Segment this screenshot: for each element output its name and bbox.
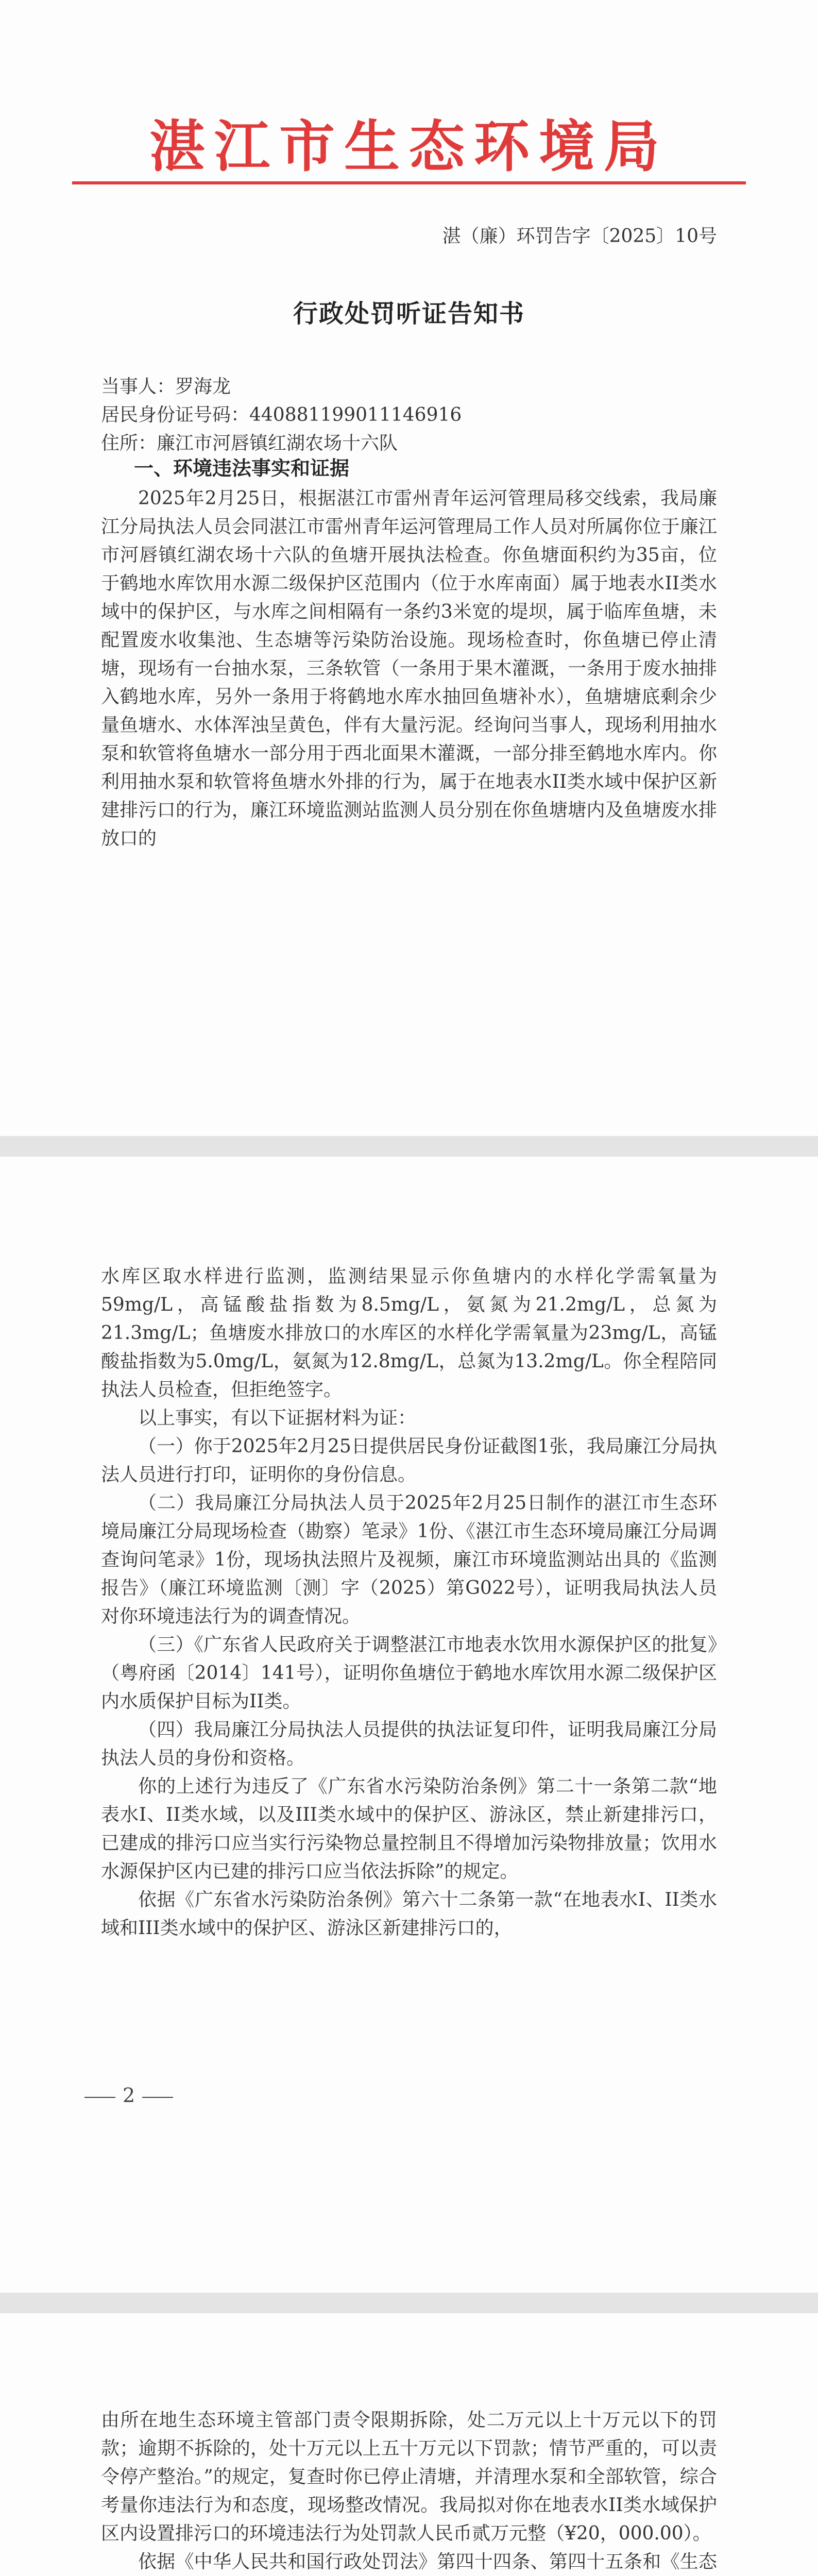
body-paragraph: 水库区取水样进行监测，监测结果显示你鱼塘内的水样化学需氧量为59mg/L，高锰酸盐指数为8.5mg/L，氨氮为21.2mg/L，总氮为21.3mg/L；鱼塘废水排放口的水库区的水样化学需氧量为23mg/L，高锰酸盐指数为5.0mg/L，氨氮为12.8mg/L，总氮为13.2mg/L。你全程陪同执法人员检查，但拒绝签字。 [101, 1266, 717, 1400]
body-paragraph: 你的上述行为违反了《广东省水污染防治条例》第二十一条第二款“地表水I、II类水域，以及III类水域中的保护区、游泳区，禁止新建排污口，已建成的排污口应当实行污染物总量控制且不得增加污染物排放量；饮用水水源保护区内已建的排污口应当依法拆除”的规定。 [101, 1776, 717, 1882]
body-paragraph: （四）我局廉江分局执法人员提供的执法证复印件，证明我局廉江分局执法人员的身份和资格。 [101, 1719, 717, 1769]
agency-banner: 湛江市生态环境局 [149, 114, 669, 179]
document-page-2 [0, 1157, 818, 2313]
red-divider-line [72, 181, 746, 184]
evidence-section [101, 1262, 717, 1942]
party-address: 住所：廉江市河唇镇红湖农场十六队 [101, 433, 398, 454]
section-heading-facts: 一、环境违法事实和证据 [134, 456, 350, 480]
document-page-1 [0, 0, 818, 1157]
body-paragraph: 2025年2月25日，根据湛江市雷州青年运河管理局移交线索，我局廉江分局执法人员会同湛江市雷州青年运河管理局工作人员对所属你位于廉江市河唇镇红湖农场十六队的鱼塘开展执法检查。你鱼塘面积约为35亩，位于鹤地水库饮用水源二级保护区范围内（位于水库南面）属于地表水II类水域中的保护区，与水库之间相隔有一条约3米宽的堤坝，属于临库鱼塘，未配置废水收集池、生态塘等污染防治设施。现场检查时，你鱼塘已停止清塘，现场有一台抽水泵，三条软管（一条用于果木灌溉，一条用于废水抽排入鹤地水库，另外一条用于将鹤地水库水抽回鱼塘补水），鱼塘塘底剩余少量鱼塘水、水体浑浊呈黄色，伴有大量污泥。经询问当事人，现场利用抽水泵和软管将鱼塘水一部分用于西北面果木灌溉，一部分排至鹤地水库内。你利用抽水泵和软管将鱼塘水外排的行为，属于在地表水II类水域中保护区新建排污口的行为，廉江环境监测站监测人员分别在你鱼塘塘内及鱼塘废水排放口的 [101, 488, 717, 849]
body-paragraph: 以上事实，有以下证据材料为证： [138, 1408, 417, 1429]
page-separator [0, 2293, 818, 2313]
facts-paragraph [101, 484, 717, 853]
page-separator [0, 1136, 818, 1157]
document-number: 湛（廉）环罚告字〔2025〕10号 [442, 226, 717, 247]
body-paragraph: 依据《广东省水污染防治条例》第六十二条第一款“在地表水I、II类水域和III类水域中的保护区、游泳区新建排污口的， [101, 1889, 717, 1939]
page-number: 2 [77, 2084, 180, 2107]
body-paragraph: 依据《中华人民共和国行政处罚法》第四十四条、第四十五条和《生态 [138, 2551, 717, 2572]
party-id-number: 居民身份证号码：440881199011146916 [101, 404, 462, 426]
body-paragraph: 由所在地生态环境主管部门责令限期拆除，处二万元以上十万元以下的罚款；逾期不拆除的，处十万元以上五十万元以下罚款；情节严重的，可以责令停产整治。”的规定，复查时你已停止清塘，并清理水泵和全部软管，综合考量你违法行为和态度，现场整改情况。我局拟对你在地表水II类水域保护区内设置排污口的环境违法行为处罚款人民币贰万元整（¥20，000.00）。 [101, 2410, 717, 2544]
body-paragraph: （三）《广东省人民政府关于调整湛江市地表水饮用水源保护区的批复》（粤府函〔2014〕141号），证明你鱼塘位于鹤地水库饮用水源二级保护区内水质保护目标为II类。 [101, 1634, 717, 1712]
document-page-3 [0, 2313, 818, 2576]
document-title: 行政处罚听证告知书 [293, 299, 525, 328]
party-name: 当事人：罗海龙 [101, 376, 231, 397]
body-paragraph: （二）我局廉江分局执法人员于2025年2月25日制作的湛江市生态环境局廉江分局现场检查（勘察）笔录》1份、《湛江市生态环境局廉江分局调查询问笔录》1份，现场执法照片及视频，廉江市环境监测站出具的《监测报告》（廉江环境监测〔测〕字（2025）第G022号），证明我局执法人员对你环境违法行为的调查情况。 [101, 1493, 717, 1627]
body-paragraph: （一）你于2025年2月25日提供居民身份证截图1张，我局廉江分局执法人员进行打印，证明你的身份信息。 [101, 1436, 717, 1485]
penalty-section [101, 2406, 717, 2576]
